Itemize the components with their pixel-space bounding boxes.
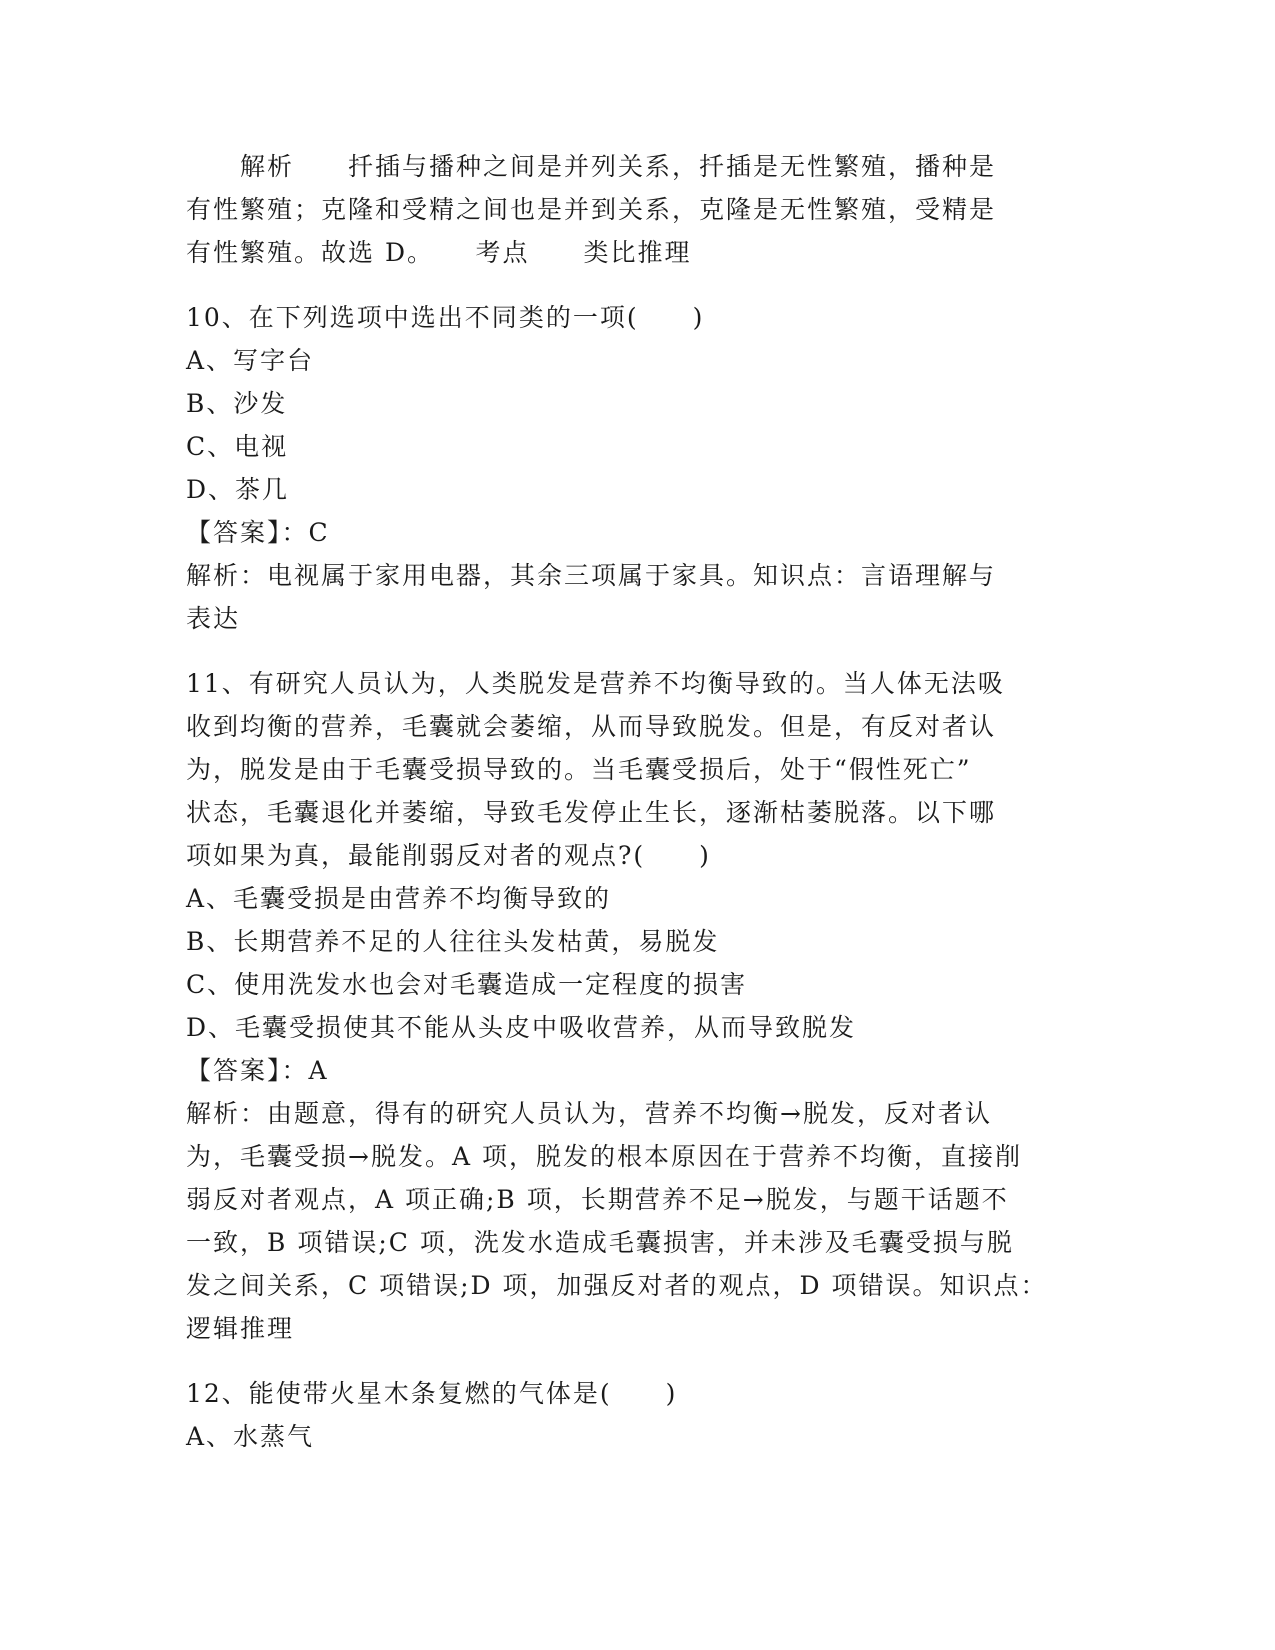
analysis-line: 弱反对者观点，A 项正确;B 项，长期营养不足→脱发，与题干话题不 [186, 1185, 1009, 1214]
option-b: B、长期营养不足的人往往头发枯黄，易脱发 [186, 927, 720, 956]
option-d: D、毛囊受损使其不能从头皮中吸收营养，从而导致脱发 [186, 1013, 857, 1042]
explanation-line: 解析 扦插与播种之间是并列关系，扦插是无性繁殖，播种是 [186, 152, 997, 181]
question-text: 10、在下列选项中选出不同类的一项( ) [186, 303, 705, 332]
analysis-line: 发之间关系，C 项错误;D 项，加强反对者的观点，D 项错误。知识点： [186, 1271, 1048, 1300]
question-11 [186, 662, 1066, 1350]
option-c: C、电视 [186, 432, 289, 461]
question-text: 12、能使带火星木条复燃的气体是( ) [186, 1379, 678, 1408]
analysis-line: 逻辑推理 [186, 1314, 295, 1343]
analysis-line: 一致，B 项错误;C 项，洗发水造成毛囊损害，并未涉及毛囊受损与脱 [186, 1228, 1014, 1257]
document-content [186, 145, 1066, 1458]
explanation-line: 有性繁殖；克隆和受精之间也是并到关系，克隆是无性繁殖，受精是 [186, 195, 997, 224]
question-text-line: 收到均衡的营养，毛囊就会萎缩，从而导致脱发。但是，有反对者认 [186, 712, 997, 741]
option-d: D、茶几 [186, 475, 290, 504]
option-b: B、沙发 [186, 389, 288, 418]
question-text-line: 状态，毛囊退化并萎缩，导致毛发停止生长，逐渐枯萎脱落。以下哪 [186, 798, 997, 827]
question-text-line: 项如果为真，最能削弱反对者的观点?( ) [186, 841, 711, 870]
analysis-line: 为，毛囊受损→脱发。A 项，脱发的根本原因在于营养不均衡，直接削 [186, 1142, 1022, 1171]
option-a: A、水蒸气 [186, 1422, 315, 1451]
option-a: A、毛囊受损是由营养不均衡导致的 [186, 884, 612, 913]
answer: 【答案】：C [186, 518, 330, 547]
question-text-line: 11、有研究人员认为，人类脱发是营养不均衡导致的。当人体无法吸 [186, 669, 1005, 698]
analysis-line: 表达 [186, 604, 241, 633]
prev-explanation [186, 145, 1066, 274]
option-c: C、使用洗发水也会对毛囊造成一定程度的损害 [186, 970, 748, 999]
question-10 [186, 296, 1066, 640]
option-a: A、写字台 [186, 346, 315, 375]
analysis-line: 解析：由题意，得有的研究人员认为，营养不均衡→脱发，反对者认 [186, 1099, 992, 1128]
answer: 【答案】：A [186, 1056, 329, 1085]
question-text-line: 为，脱发是由于毛囊受损导致的。当毛囊受损后，处于“假性死亡” [186, 755, 972, 784]
question-12 [186, 1372, 1066, 1458]
explanation-line: 有性繁殖。故选 D。 考点 类比推理 [186, 238, 692, 267]
analysis-line: 解析：电视属于家用电器，其余三项属于家具。知识点：言语理解与 [186, 561, 997, 590]
